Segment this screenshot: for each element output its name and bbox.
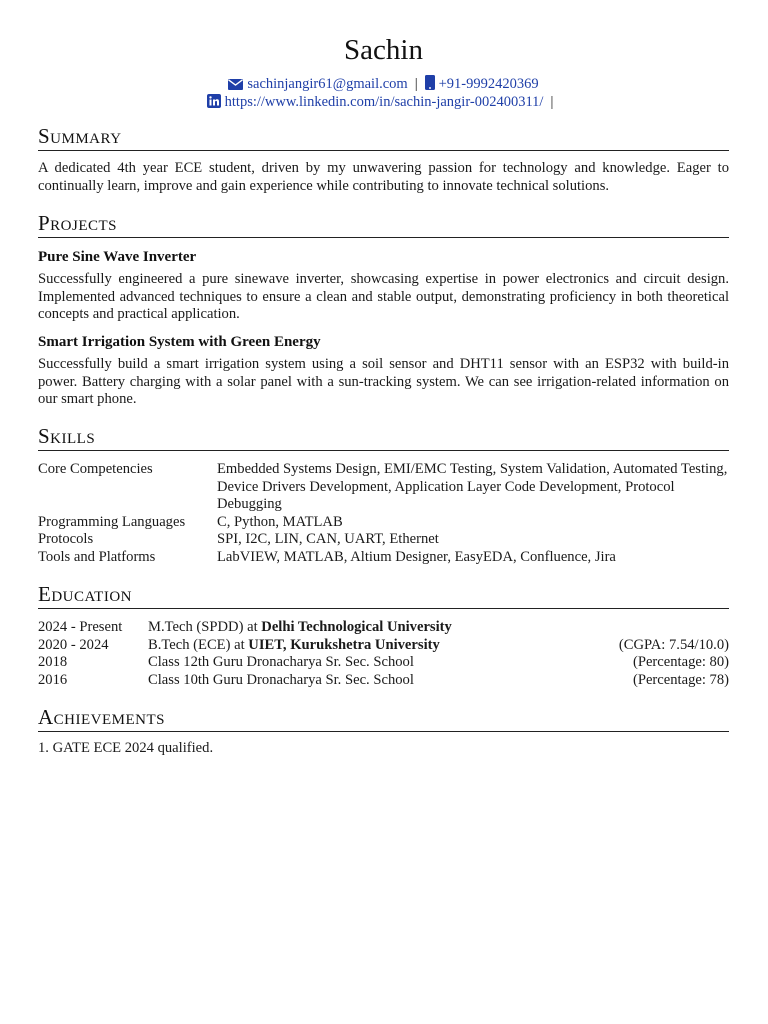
skill-value: C, Python, MATLAB [217,514,343,530]
education-years: 2018 [38,654,68,670]
education-degree: M.Tech (SPDD) at Delhi Technological University [148,619,452,635]
section-title-education: Education [38,582,729,609]
email-link[interactable]: sachinjangir61@gmail.com [247,76,408,92]
separator: | [414,76,418,92]
education-degree: Class 10th Guru Dronacharya Sr. Sec. School [148,672,414,688]
contact-line-1 [38,75,729,95]
project-title: Pure Sine Wave Inverter [38,249,197,265]
section-title-achievements: Achievements [38,705,729,732]
separator: | [550,94,554,110]
education-institution: UIET, Kurukshetra University [248,637,440,653]
contact-line-2 [38,93,729,113]
section-title-skills: Skills [38,424,729,451]
section-title-projects: Projects [38,211,729,238]
skill-label: Protocols [38,531,94,547]
project-description: Successfully build a smart irrigation system using a soil sensor and DHT11 sensor with an ESP32 with build-in power. Battery charging with a solar panel with a sun-tracking system. We can see irrigation-related information on our smart phone. [38,356,729,408]
project-description: Successfully engineered a pure sinewave inverter, showcasing expertise in power electronics and circuit design. Implemented advanced techniques to ensure a clean and stable output, demonstrating proficiency in both theoretical concepts and practical application. [38,271,729,323]
section-title-summary: Summary [38,124,729,151]
summary-text: A dedicated 4th year ECE student, driven by my unwavering passion for technology and knowledge. Eager to continually learn, improve and gain experience while contributing to innovate technical solutions. [38,160,729,194]
education-years: 2016 [38,672,68,688]
skill-value: SPI, I2C, LIN, CAN, UART, Ethernet [217,531,439,547]
achievement-item: 1. GATE ECE 2024 qualified. [38,740,214,756]
skill-label: Programming Languages [38,514,186,530]
skill-value: Embedded Systems Design, EMI/EMC Testing, System Validation, Automated Testing, Device Drivers Development, Application Layer Code Development, Protocol Debugging [217,461,728,513]
linkedin-link[interactable]: https://www.linkedin.com/in/sachin-jangir-002400311/ [224,94,544,110]
skill-label: Core Competencies [38,461,153,477]
linkedin-icon [207,94,221,113]
education-institution: Delhi Technological University [261,619,452,635]
education-degree: Class 12th Guru Dronacharya Sr. Sec. School [148,654,414,670]
education-years: 2020 - 2024 [38,637,109,653]
candidate-name: Sachin [344,34,423,66]
skill-value: LabVIEW, MATLAB, Altium Designer, EasyEDA, Confluence, Jira [217,549,616,565]
skill-label: Tools and Platforms [38,549,156,565]
education-score: (Percentage: 78) [632,672,729,688]
education-score: (Percentage: 80) [632,654,729,670]
education-score: (CGPA: 7.54/10.0) [618,637,729,653]
project-title: Smart Irrigation System with Green Energy [38,334,321,350]
education-years: 2024 - Present [38,619,123,635]
mobile-phone-icon [425,75,435,95]
education-degree: B.Tech (ECE) at UIET, Kurukshetra University [148,637,440,653]
phone-link[interactable]: +91-9992420369 [438,76,539,92]
